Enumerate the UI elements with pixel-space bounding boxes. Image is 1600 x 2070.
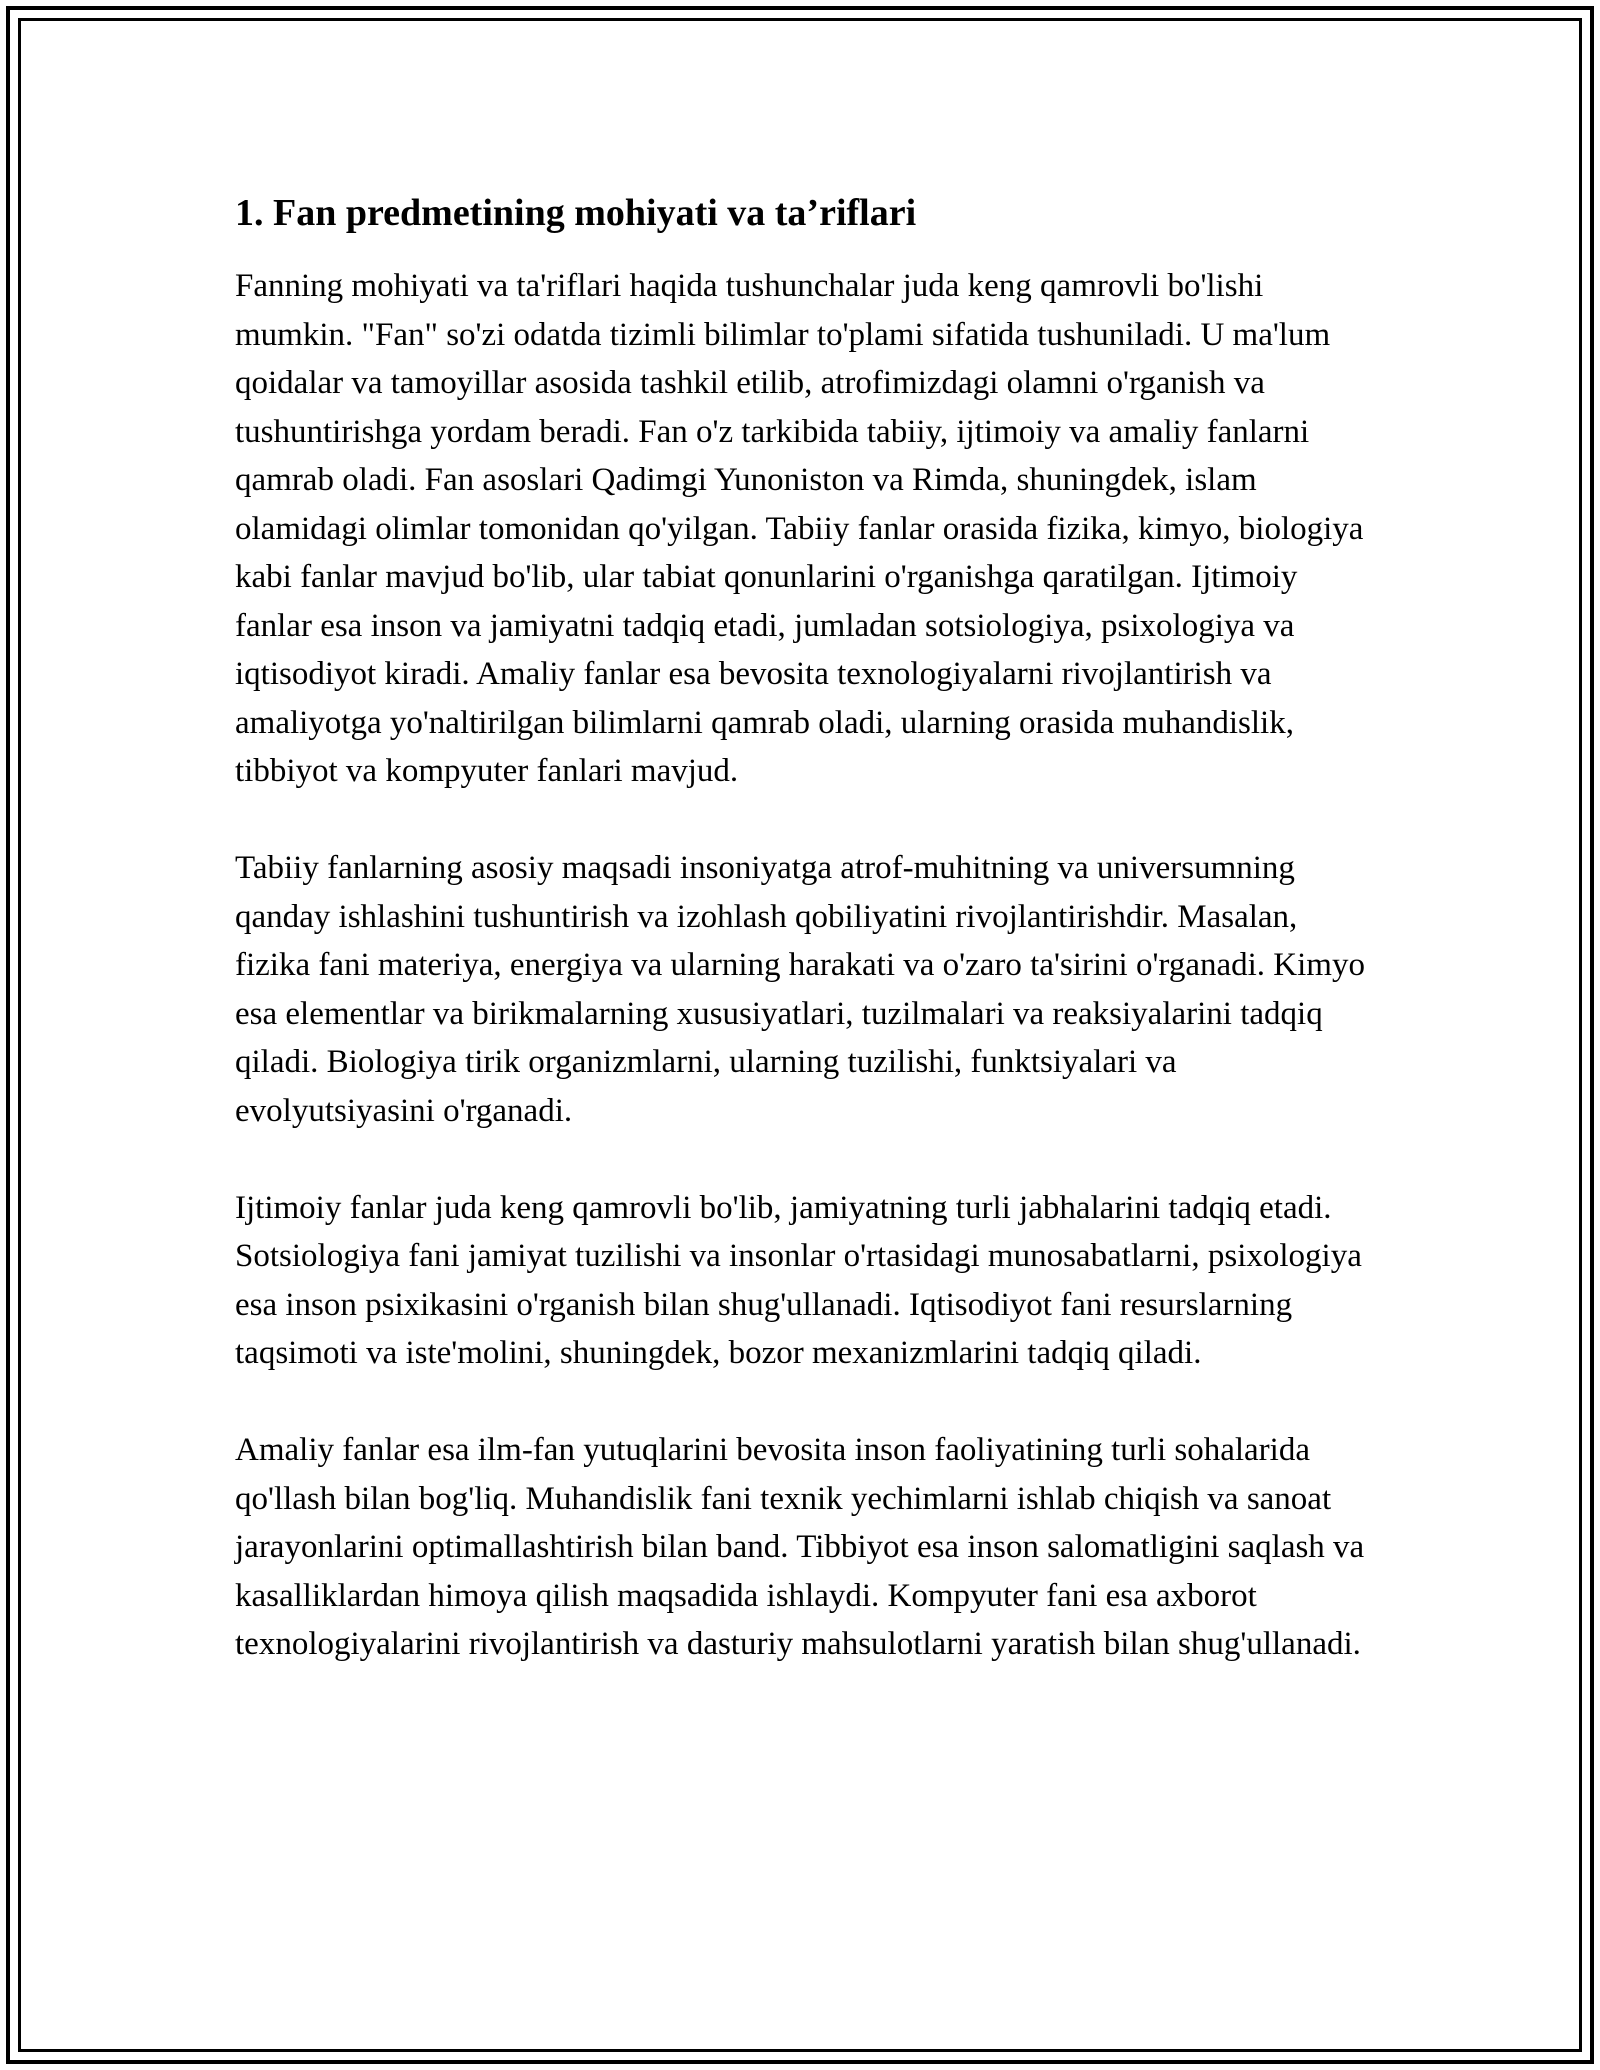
section-heading: 1. Fan predmetining mohiyati va ta’riflari	[235, 192, 917, 234]
paragraph-intro: Fanning mohiyati va ta'riflari haqida tushunchalar juda keng qamrovli bo'lishi mumkin. "Fan" so'zi odatda tizimli bilimlar to'plami sifatida tushuniladi. U ma'lum qoidalar va tamoyillar asosida tashkil etilib, atrofimizdagi olamni o'rganish va tushuntirishga yordam beradi. Fan o'z tarkibida tabiiy, ijtimoiy va amaliy fanlarni qamrab oladi. Fan asoslari Qadimgi Yunoniston va Rimda, shuningdek, islam olamidagi olimlar tomonidan qo'yilgan. Tabiiy fanlar orasida fizika, kimyo, biologiya kabi fanlar mavjud bo'lib, ular tabiat qonunlarini o'rganishga qaratilgan. Ijtimoiy fanlar esa inson va jamiyatni tadqiq etadi, jumladan sotsiologiya, psixologiya va iqtisodiyot kiradi. Amaliy fanlar esa bevosita texnologiyalarni rivojlantirish va amaliyotga yo'naltirilgan bilimlarni qamrab oladi, ularning orasida muhandislik, tibbiyot va kompyuter fanlari mavjud.	[235, 268, 1364, 789]
paragraph-social-sciences: Ijtimoiy fanlar juda keng qamrovli bo'lib, jamiyatning turli jabhalarini tadqiq etadi. Sotsiologiya fani jamiyat tuzilishi va insonlar o'rtasidagi munosabatlarni, psixologiya esa inson psixikasini o'rganish bilan shug'ullanadi. Iqtisodiyot fani resurslarning taqsimoti va iste'molini, shuningdek, bozor mexanizmlarini tadqiq qiladi.	[235, 1189, 1362, 1371]
paragraph-natural-sciences: Tabiiy fanlarning asosiy maqsadi insoniyatga atrof-muhitning va universumning qanday ishlashini tushuntirish va izohlash qobiliyatini rivojlantirishdir. Masalan, fizika fani materiya, energiya va ularning harakati va o'zaro ta'sirini o'rganadi. Kimyo esa elementlar va birikmalarning xususiyatlari, tuzilmalari va reaksiyalarini tadqiq qiladi. Biologiya tirik organizmlarni, ularning tuzilishi, funktsiyalari va evolyutsiyasini o'rganadi.	[235, 850, 1365, 1129]
document-body	[235, 190, 1370, 1717]
paragraph-applied-sciences: Amaliy fanlar esa ilm-fan yutuqlarini bevosita inson faoliyatining turli sohalarida qo'llash bilan bog'liq. Muhandislik fani texnik yechimlarni ishlab chiqish va sanoat jarayonlarini optimallashtirish bilan band. Tibbiyot esa inson salomatligini saqlash va kasalliklardan himoya qilish maqsadida ishlaydi. Kompyuter fani esa axborot texnologiyalarini rivojlantirish va dasturiy mahsulotlarni yaratish bilan shug'ullanadi.	[235, 1432, 1365, 1662]
